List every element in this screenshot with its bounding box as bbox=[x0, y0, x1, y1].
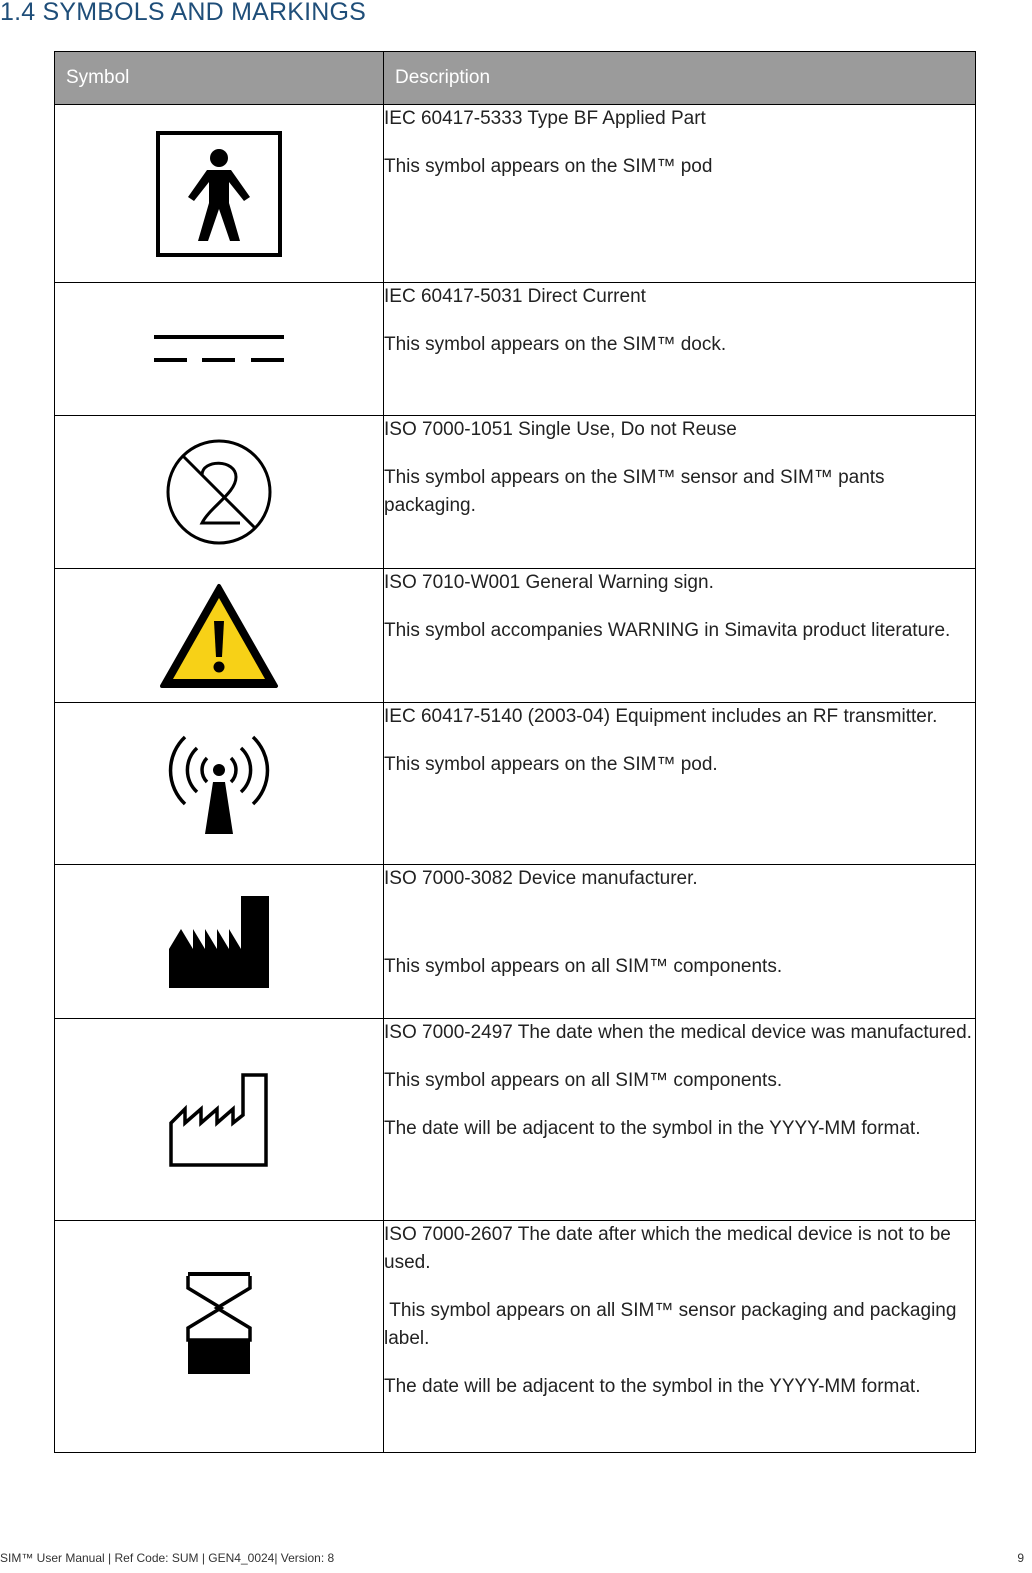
description-column-header: Description bbox=[384, 52, 976, 105]
description-line: IEC 60417-5031 Direct Current bbox=[384, 286, 646, 307]
symbol-column-header: Symbol bbox=[55, 52, 384, 105]
symbol-cell bbox=[55, 1019, 384, 1221]
symbol-cell bbox=[55, 283, 384, 416]
symbol-cell bbox=[55, 105, 384, 283]
manufacturer-icon bbox=[168, 895, 270, 989]
table-row bbox=[55, 105, 976, 283]
description-line: This symbol appears on the SIM™ sensor and SIM™ pants packaging. bbox=[384, 467, 885, 516]
symbol-cell bbox=[55, 1221, 384, 1453]
description-cell bbox=[384, 283, 976, 416]
description-line: This symbol appears on the SIM™ dock. bbox=[384, 334, 727, 355]
symbol-cell bbox=[55, 569, 384, 703]
description-line: The date will be adjacent to the symbol in the YYYY-MM format. bbox=[384, 1376, 921, 1397]
description-line: ISO 7000-2497 The date when the medical device was manufactured. bbox=[384, 1022, 972, 1043]
table-row bbox=[55, 865, 976, 1019]
symbol-cell bbox=[55, 416, 384, 569]
description-line: This symbol appears on the SIM™ pod. bbox=[384, 754, 718, 775]
use-by-date-icon bbox=[185, 1270, 253, 1376]
description-cell bbox=[384, 569, 976, 703]
general-warning-icon bbox=[159, 583, 279, 689]
page-title: 1.4 SYMBOLS AND MARKINGS bbox=[0, 0, 367, 26]
table-row bbox=[55, 283, 976, 416]
description-cell bbox=[384, 703, 976, 865]
symbol-cell bbox=[55, 703, 384, 865]
table-row bbox=[55, 1221, 976, 1453]
description-line: This symbol appears on all SIM™ sensor packaging and packaging label. bbox=[384, 1300, 962, 1349]
description-line: IEC 60417-5140 (2003-04) Equipment includes an RF transmitter. bbox=[384, 706, 938, 727]
table-row bbox=[55, 569, 976, 703]
footer-page-number: 9 bbox=[1017, 1551, 1024, 1565]
footer-document-info: SIM™ User Manual | Ref Code: SUM | GEN4_0024| Version: 8 bbox=[0, 1551, 335, 1565]
description-line: This symbol accompanies WARNING in Simavita product literature. bbox=[384, 620, 951, 641]
description-cell bbox=[384, 1019, 976, 1221]
description-cell bbox=[384, 1221, 976, 1453]
table-row bbox=[55, 1019, 976, 1221]
description-cell bbox=[384, 865, 976, 1019]
description-line: ISO 7000-3082 Device manufacturer. bbox=[384, 868, 698, 889]
description-line: ISO 7010-W001 General Warning sign. bbox=[384, 572, 714, 593]
description-line: This symbol appears on all SIM™ components. bbox=[384, 1070, 783, 1091]
description-line: ISO 7000-2607 The date after which the medical device is not to be used. bbox=[384, 1224, 951, 1273]
type-bf-applied-part-icon bbox=[156, 131, 282, 257]
table-row bbox=[55, 703, 976, 865]
table-header-row bbox=[55, 52, 976, 105]
symbol-cell bbox=[55, 865, 384, 1019]
description-cell bbox=[384, 105, 976, 283]
table-row bbox=[55, 416, 976, 569]
description-line: This symbol appears on the SIM™ pod bbox=[384, 156, 713, 177]
description-line: ISO 7000-1051 Single Use, Do not Reuse bbox=[384, 419, 737, 440]
rf-transmitter-icon bbox=[162, 732, 276, 836]
date-of-manufacture-icon bbox=[169, 1073, 269, 1167]
single-use-icon bbox=[164, 437, 274, 547]
description-cell bbox=[384, 416, 976, 569]
description-line: IEC 60417-5333 Type BF Applied Part bbox=[384, 108, 706, 129]
symbols-table bbox=[54, 51, 976, 1453]
description-line: The date will be adjacent to the symbol in the YYYY-MM format. bbox=[384, 1118, 921, 1139]
direct-current-icon bbox=[154, 333, 284, 365]
description-line: This symbol appears on all SIM™ components. bbox=[384, 956, 783, 977]
